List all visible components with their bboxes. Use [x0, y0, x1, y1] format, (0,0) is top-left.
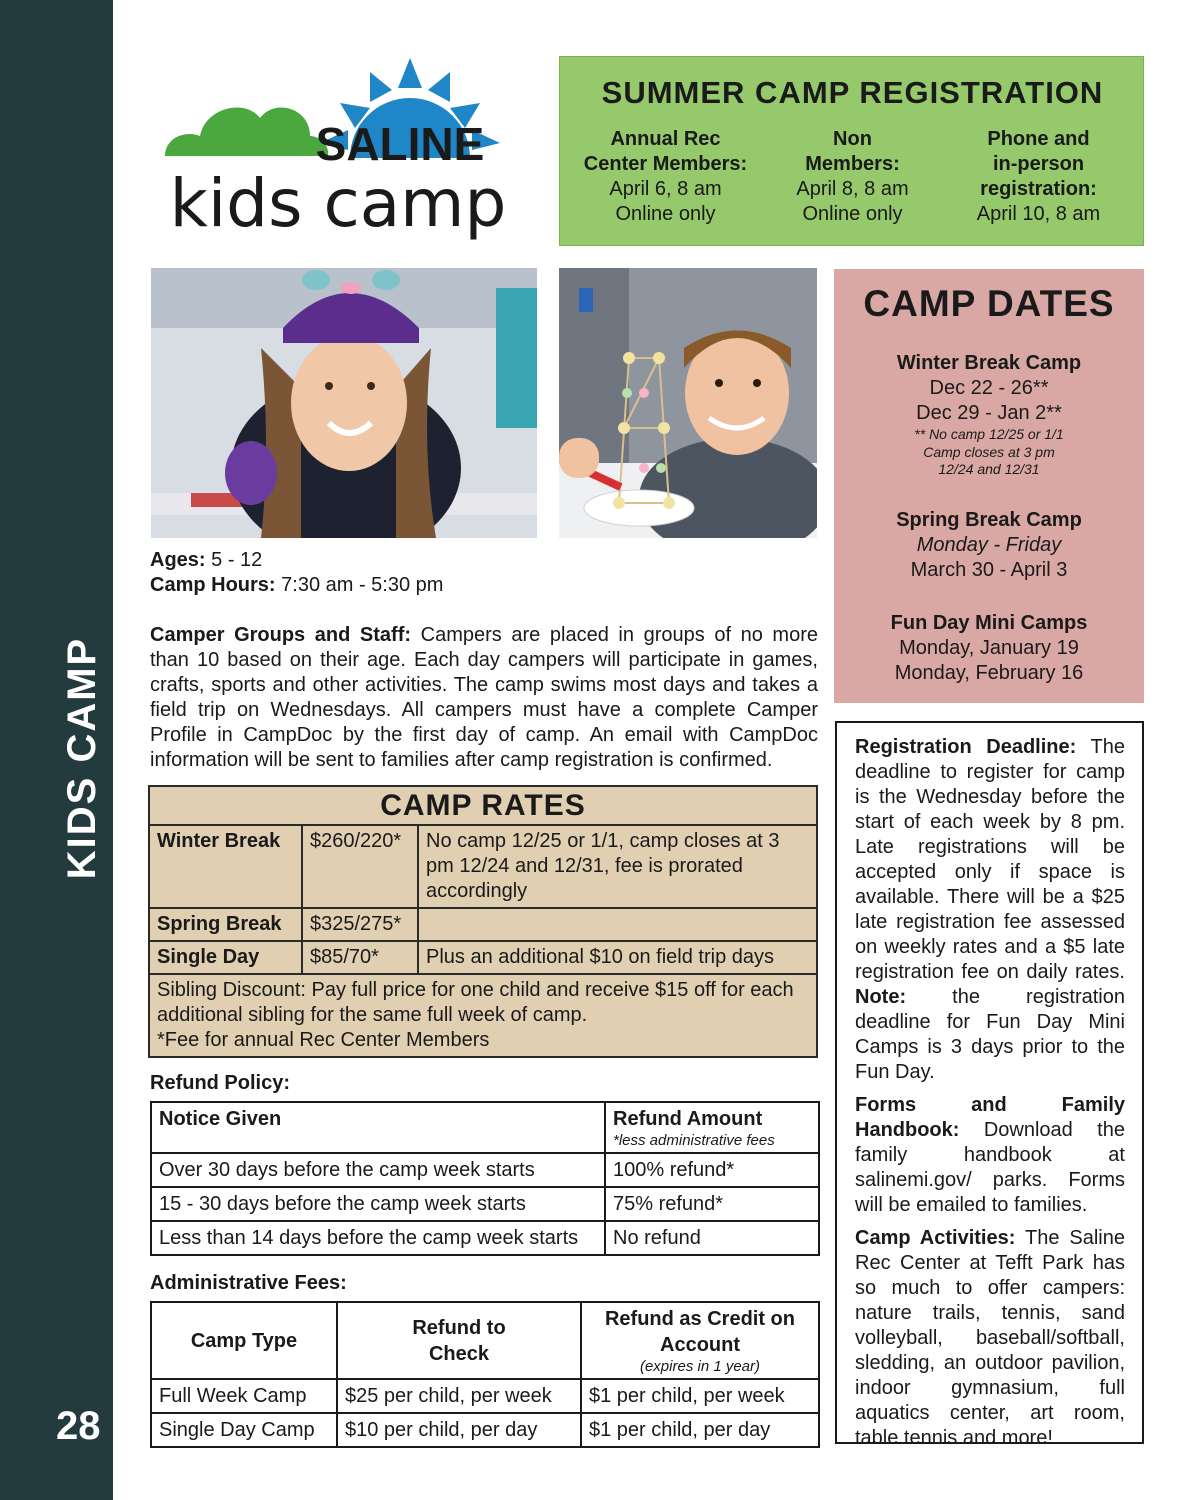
ages-hours — [150, 548, 820, 598]
rate-name: Winter Break — [149, 825, 302, 908]
admin-check: $10 per child, per day — [337, 1413, 581, 1447]
hours-label: Camp Hours: — [150, 574, 276, 596]
forms-label: Forms and Family Handbook: — [855, 1094, 1125, 1141]
refund-check-heading: Refund to Check — [412, 1316, 506, 1365]
table-row — [151, 1221, 819, 1255]
refund-credit-note: (expires in 1 year) — [639, 1358, 761, 1375]
fun-day-date-2: Monday, February 16 — [894, 662, 1084, 684]
winter-note-3: 12/24 and 12/31 — [938, 461, 1040, 477]
reg-date: April 8, 8 am — [796, 178, 909, 200]
camp-rates-title: CAMP RATES — [149, 786, 817, 825]
cloud-icon — [165, 108, 328, 156]
member-fee-note: *Fee for annual Rec Center Members — [157, 1029, 490, 1051]
fun-day-heading: Fun Day Mini Camps — [890, 612, 1088, 634]
rate-price: $85/70* — [302, 941, 418, 974]
table-row — [149, 908, 817, 941]
table-row — [149, 941, 817, 974]
admin-camp-type: Full Week Camp — [151, 1379, 337, 1413]
rates-footer — [149, 974, 817, 1057]
table-row — [151, 1413, 819, 1447]
groups-label: Camper Groups and Staff: — [150, 624, 412, 646]
refund-amount-heading: Refund Amount — [613, 1108, 763, 1130]
hours-value: 7:30 am - 5:30 pm — [275, 574, 444, 596]
fun-day-dates — [834, 611, 1144, 686]
note-label: Note: — [855, 986, 907, 1008]
forms-paragraph — [855, 1093, 1125, 1218]
reg-heading: Non — [833, 128, 872, 150]
spring-break-heading: Spring Break Camp — [896, 509, 1082, 531]
refund-amount: No refund — [605, 1221, 819, 1255]
deadline-text: The deadline to register for camp is the Wednesday before the start of each week by 8 pm. Late registrations will be accepted only if space is available. There will be a $25 late registration fee assessed on weekly rates and a $5 late registration fee on daily rates. — [855, 736, 1125, 983]
rate-name: Spring Break — [149, 908, 302, 941]
spring-break-dates — [834, 508, 1144, 583]
registration-title: SUMMER CAMP REGISTRATION — [601, 75, 1104, 110]
admin-credit: $1 per child, per day — [581, 1413, 819, 1447]
saline-kids-camp-logo — [160, 58, 540, 258]
camper-groups-paragraph — [150, 623, 818, 773]
photo-boy-tower-icon — [559, 268, 817, 538]
spring-range: March 30 - April 3 — [910, 559, 1068, 581]
table-row — [149, 974, 817, 1057]
table-row — [151, 1153, 819, 1187]
info-text — [855, 735, 1125, 1459]
rate-price: $325/275* — [302, 908, 418, 941]
rate-price: $260/220* — [302, 825, 418, 908]
registration-col-phone — [941, 127, 1136, 227]
col-refund-credit — [581, 1302, 819, 1379]
refund-policy-table — [150, 1101, 820, 1256]
reg-method: Online only — [615, 203, 716, 225]
deadline-paragraph — [855, 735, 1125, 1085]
reg-heading: Members: — [805, 153, 900, 175]
rate-note — [418, 908, 817, 941]
table-header-row — [151, 1102, 819, 1153]
rate-note: Plus an additional $10 on field trip days — [418, 941, 817, 974]
registration-box — [559, 56, 1144, 246]
page-number: 28 — [56, 1404, 101, 1448]
forms-text: Download the family handbook at salinemi.gov/ parks. Forms will be emailed to families. — [855, 1119, 1125, 1216]
reg-heading: in-person — [992, 153, 1085, 175]
refund-notice: Less than 14 days before the camp week starts — [151, 1221, 605, 1255]
refund-policy-label: Refund Policy: — [150, 1072, 291, 1094]
deadline-label: Registration Deadline: — [855, 736, 1077, 758]
admin-fees-table — [150, 1301, 820, 1448]
rate-name: Single Day — [149, 941, 302, 974]
refund-credit-heading: Refund as Credit on Account — [604, 1308, 795, 1356]
refund-amount-note: *less administrative fees — [613, 1132, 775, 1149]
reg-date: April 6, 8 am — [609, 178, 722, 200]
camp-rates-table — [148, 785, 818, 1058]
winter-date-1: Dec 22 - 26** — [929, 377, 1049, 399]
reg-heading: Phone and — [987, 128, 1090, 150]
groups-text: Campers are placed in groups of no more than 10 based on their age. Each day campers will participate in games, crafts, sports and other activities. The camp swims most days and takes a field trip on Wednesdays. All campers must have a complete Camper Profile in CampDoc by the first day of camp. An email with CampDoc information will be sent to families after camp registration is confirmed. — [150, 624, 819, 771]
col-notice-given: Notice Given — [151, 1102, 605, 1153]
col-refund-amount — [605, 1102, 819, 1153]
table-header-row — [151, 1302, 819, 1379]
logo-word-saline: SALINE — [315, 118, 485, 170]
admin-fees-label: Administrative Fees: — [150, 1272, 347, 1294]
activities-paragraph — [855, 1226, 1125, 1451]
col-refund-check — [337, 1302, 581, 1379]
logo-word-kids-camp: kids camp — [169, 165, 507, 242]
camp-dates-box — [834, 269, 1144, 703]
photo-girl-skating-icon — [151, 268, 537, 538]
refund-notice: Over 30 days before the camp week starts — [151, 1153, 605, 1187]
registration-col-nonmembers — [755, 127, 950, 227]
reg-date: April 10, 8 am — [976, 203, 1101, 225]
reg-heading: Annual Rec — [610, 128, 721, 150]
logo-graphic-icon — [160, 58, 540, 258]
section-title-vertical: KIDS CAMP — [60, 636, 104, 880]
admin-credit: $1 per child, per week — [581, 1379, 819, 1413]
ages-label: Ages: — [150, 549, 206, 571]
registration-info-box — [835, 721, 1144, 1449]
reg-method: Online only — [802, 203, 903, 225]
note-text: the registration deadline for Fun Day Mini Camps is 3 days prior to the Fun Day. — [855, 986, 1125, 1083]
refund-amount: 100% refund* — [605, 1153, 819, 1187]
winter-break-dates — [834, 351, 1144, 479]
col-camp-type: Camp Type — [151, 1302, 337, 1379]
activities-text: The Saline Rec Center at Tefft Park has so much to offer campers: nature trails, tennis, sand volleyball, baseball/softball, sledding, an outdoor pavilion, indoor gymnasium, full aquatics center, art room, table tennis and more! — [855, 1227, 1125, 1449]
fun-day-date-1: Monday, January 19 — [899, 637, 1079, 659]
table-row — [151, 1379, 819, 1413]
camp-dates-title: CAMP DATES — [863, 283, 1115, 324]
photo-girl-skating — [151, 268, 537, 538]
winter-note-1: ** No camp 12/25 or 1/1 — [914, 426, 1064, 442]
reg-heading: registration: — [980, 178, 1097, 200]
sibling-discount: Sibling Discount: Pay full price for one child and receive $15 off for each additional sibling for the same full week of camp. — [157, 979, 794, 1026]
table-row — [151, 1187, 819, 1221]
table-row — [149, 825, 817, 908]
refund-amount: 75% refund* — [605, 1187, 819, 1221]
admin-check: $25 per child, per week — [337, 1379, 581, 1413]
spring-days: Monday - Friday — [916, 534, 1062, 556]
winter-break-heading: Winter Break Camp — [896, 352, 1082, 374]
winter-date-2: Dec 29 - Jan 2** — [916, 402, 1062, 424]
registration-col-members — [568, 127, 763, 227]
photo-boy-marshmallow-tower — [559, 268, 817, 538]
refund-notice: 15 - 30 days before the camp week starts — [151, 1187, 605, 1221]
reg-heading: Center Members: — [583, 153, 748, 175]
rate-note: No camp 12/25 or 1/1, camp closes at 3 pm 12/24 and 12/31, fee is prorated accordingly — [418, 825, 817, 908]
activities-label: Camp Activities: — [855, 1227, 1016, 1249]
ages-value: 5 - 12 — [205, 549, 263, 571]
admin-camp-type: Single Day Camp — [151, 1413, 337, 1447]
winter-note-2: Camp closes at 3 pm — [923, 443, 1055, 460]
